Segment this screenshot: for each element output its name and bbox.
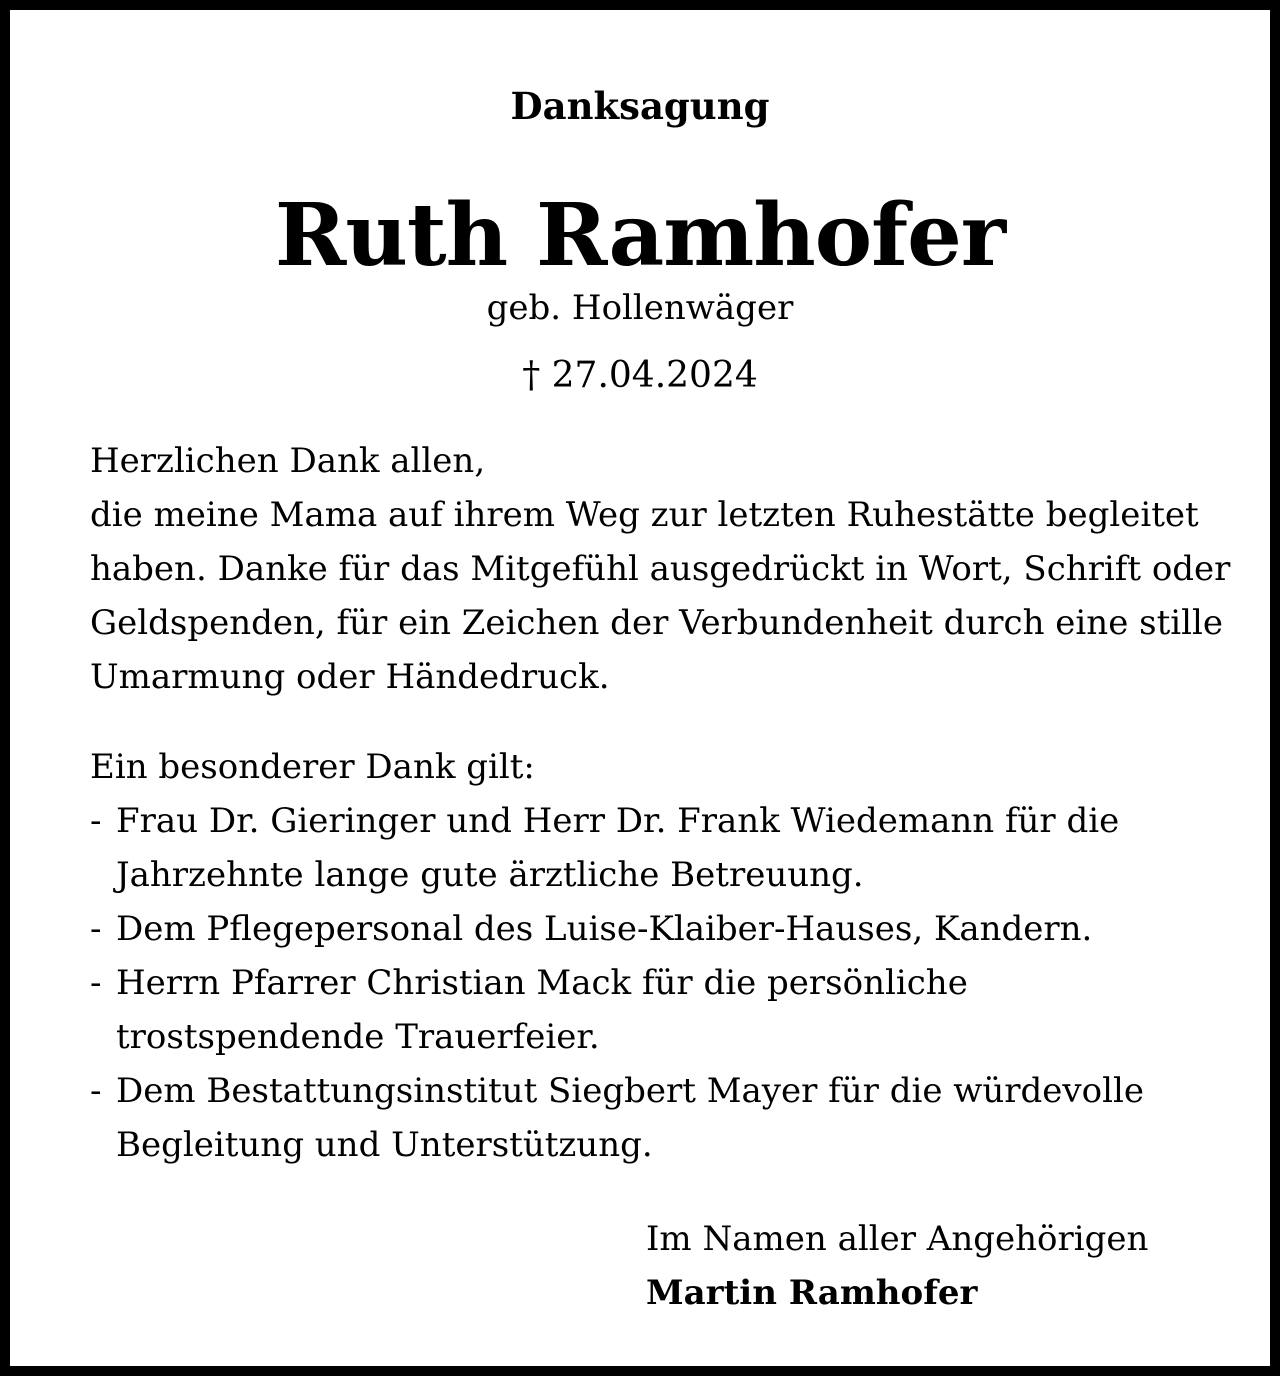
list-item [90, 956, 1220, 1064]
paragraph-line: Herzlichen Dank allen, [90, 441, 486, 481]
signature-block [646, 1212, 1148, 1320]
bullet-dash: - [90, 1071, 102, 1111]
bullet-dash: - [90, 963, 102, 1003]
paragraph-line: haben. Danke für das Mitgefühl ausgedrückt in Wort, Schrift oder [90, 549, 1231, 589]
special-thanks [90, 740, 1220, 1172]
list-item-text [116, 902, 1220, 956]
list-item-line: Frau Dr. Gieringer und Herr Dr. Frank Wiedemann für die [116, 801, 1120, 841]
paragraph-line: Geldspenden, für ein Zeichen der Verbundenheit durch eine stille [90, 603, 1223, 643]
bullet-dash: - [90, 801, 102, 841]
list-item-line: trostspendende Trauerfeier. [116, 1017, 600, 1057]
list-item-line: Dem Pflegepersonal des Luise-Klaiber-Hauses, Kandern. [116, 909, 1093, 949]
list-item-text [116, 1064, 1220, 1172]
list-item-text [116, 956, 1220, 1064]
list-item-line: Dem Bestattungsinstitut Siegbert Mayer für die würdevolle [116, 1071, 1144, 1111]
list-item [90, 794, 1220, 902]
bullet-dash: - [90, 909, 102, 949]
death-date: † 27.04.2024 [522, 355, 758, 396]
thanks-paragraph [90, 434, 1231, 704]
paragraph-line: Umarmung oder Händedruck. [90, 657, 610, 697]
signature-name: Martin Ramhofer [646, 1273, 978, 1313]
notice-heading: Danksagung [510, 84, 770, 128]
signature-line: Im Namen aller Angehörigen [646, 1219, 1149, 1259]
paragraph-line: die meine Mama auf ihrem Weg zur letzten Ruhestätte begleitet [90, 495, 1199, 535]
list-item-text [116, 794, 1220, 902]
special-thanks-intro: Ein besonderer Dank gilt: [90, 747, 535, 787]
list-item-line: Herrn Pfarrer Christian Mack für die persönliche [116, 963, 968, 1003]
list-item [90, 902, 1220, 956]
list-item-line: Jahrzehnte lange gute ärztliche Betreuung. [116, 855, 864, 895]
list-item-line: Begleitung und Unterstützung. [116, 1125, 653, 1165]
list-item [90, 1064, 1220, 1172]
maiden-name: geb. Hollenwäger [486, 288, 794, 328]
deceased-name: Ruth Ramhofer [274, 185, 1006, 286]
